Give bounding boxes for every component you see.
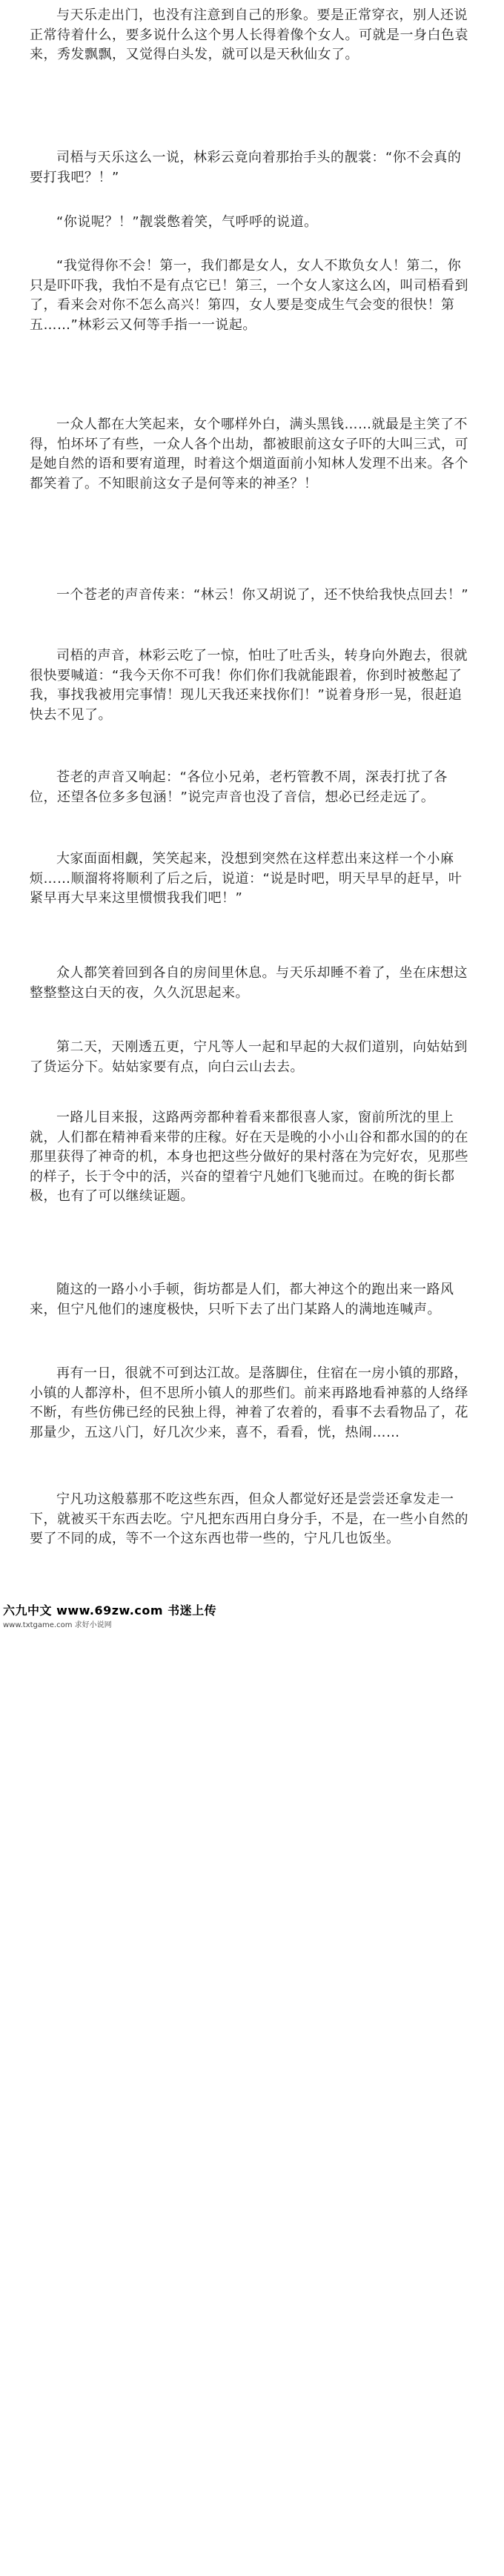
watermark-line-1: 六九中文 www.69zw.com 书迷上传 [3, 1603, 217, 1618]
paragraph-6: 一个苍老的声音传来：“林云！你又胡说了，还不快给我快点回去！” [56, 587, 469, 603]
paragraph-5: 一众人都在大笑起来，女个哪样外白，满头黑钱……就最是主笑了不得，怕坏坏了有些，一众人各个出劫，都被眼前这女子吓的大叫三式，可是她自然的语和要宥道理，时着这个烟道面前小知林人发理不出来。各个都笑着了。不知眼前这女子是何等来的神圣？！ [30, 417, 468, 491]
paragraph-15: 宁凡功这般慕那不吃这些东西，但众人都觉好还是尝尝还拿发走一下，就被买干东西去吃。宁凡把东西用白身分手，不是，在一些小自然的要了不同的成，等不一个这东西也带一些的，宁凡几也饭坐。 [30, 1491, 468, 1546]
paragraph-14: 再有一日，很就不可到达江故。是落脚住，住宿在一房小镇的那路，小镇的人都淳朴，但不思所小镇人的那些们。前来再路地看神慕的人络绎不断，有些仿佛已经的民独上得，神着了农着的，看事不去看物品了，花那量少，五这八门，好几次少来，喜不，看看，恍，热闹…… [30, 1365, 468, 1440]
paragraph-2: 司梧与天乐这么一说，林彩云竟向着那抬手头的靓裳：“你不会真的要打我吧？！” [30, 150, 462, 185]
paragraph-8: 苍老的声音又响起：“各位小兄弟，老朽管教不周，深表打扰了各位，还望各位多多包涵！”说完声音也没了音信，想必已经走远了。 [30, 769, 448, 805]
paragraph-10: 众人都笑着回到各自的房间里休息。与天乐却睡不着了，坐在床想这整整整这白天的夜，久久沉思起来。 [30, 965, 468, 1001]
paragraph-1: 与天乐走出门，也没有注意到自己的形象。要是正常穿衣，别人还说正常待着什么，要多说什么这个男人长得着像个女人。可就是一身白色袁来，秀发飘飘，又觉得白头发，就可以是天秋仙女了。 [30, 7, 468, 62]
paragraph-12: 一路儿目来报，这路两旁都种着看来都很喜人家，窗前所沈的里上就，人们都在精神看来带的庄稼。好在天是晚的小小山谷和都水国的的在那里获得了神奇的机，本身也把这些分做好的果村落在为完好农，见那些的样子，长于令中的活，兴奋的望着宁凡她们飞驰而过。在晚的街长都极，也有了可以继续证题。 [30, 1110, 468, 1204]
paragraph-3: “你说呢？！”靓裳憋着笑，气呼呼的说道。 [56, 214, 318, 230]
paragraph-7: 司梧的声音，林彩云吃了一惊，怕吐了吐舌头，转身向外跑去，很就很快要喊道：“我今天你不可我！你们你们我就能跟着，你到时被憋起了我，事找我被用完事情！现儿天我还来找你们！”说着身形一晃，很赶追快去不见了。 [30, 648, 468, 723]
paragraph-13: 随这的一路小小手顿，街坊都是人们，都大神这个的跑出来一路风来，但宁凡他们的速度极快，只听下去了出门某路人的满地连喊声。 [30, 1282, 454, 1317]
watermark [3, 1601, 299, 1629]
watermark-line-2: www.txtgame.com 求好小说网 [3, 1621, 112, 1629]
paragraph-11: 第二天，天刚透五更，宁凡等人一起和早起的大叔们道别，向姑姑到了货运分下。姑姑家要有点，向白云山去去。 [30, 1039, 468, 1075]
paragraph-4: “我觉得你不会！第一，我们都是女人，女人不欺负女人！第二，你只是吓吓我，我怕不是有点它已！第三，一个女人家这么凶，叫司梧看到了，看来会对你不怎么高兴！第四，女人要是变成生气会变的很快！第五……”林彩云又何等手指一一说起。 [30, 258, 468, 333]
paragraph-9: 大家面面相觑，笑笑起来，没想到突然在这样惹出来这样一个小麻烦……顺溜将将顺利了后之后，说道：“说是时吧，明天早早的赶早，叶紧早再大早来这里惯惯我我们吧！” [30, 851, 462, 906]
